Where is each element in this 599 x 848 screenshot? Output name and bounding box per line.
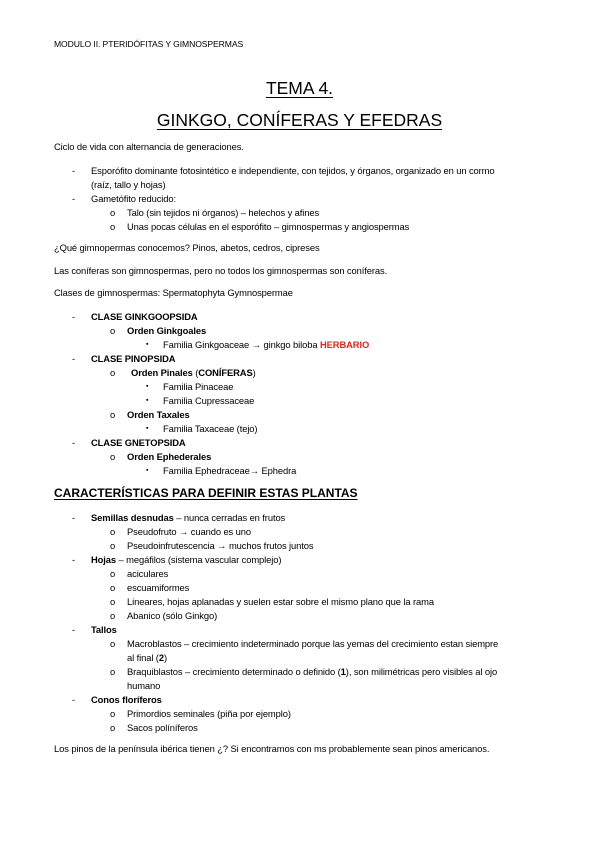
topic-title: GINKGO, CONÍFERAS Y EFEDRAS [156, 110, 443, 130]
order-ginkgoales: Orden Ginkgoales [127, 325, 207, 336]
circle-marker: o [110, 540, 116, 551]
circle-marker: o [110, 638, 116, 649]
cones-sub1: Primordios seminales (piña por ejemplo) [127, 708, 291, 719]
dash-marker: - [72, 165, 76, 176]
module-header: MODULO II. PTERIDÓFITAS Y GIMNOSPERMAS [54, 39, 244, 49]
order-ephederales: Orden Ephederales [127, 451, 212, 462]
feature-cones: Conos floríferos [91, 694, 162, 705]
dash-marker: - [72, 554, 76, 565]
square-marker: ▪ [146, 341, 149, 348]
stems-sub1-cont: al final (2) [127, 652, 167, 663]
square-marker: ▪ [146, 467, 149, 474]
circle-marker: o [110, 409, 116, 420]
class-gnetopsida: CLASE GNETOPSIDA [91, 437, 186, 448]
arrow-icon: → [178, 526, 189, 537]
question-text: ¿Qué gimnopermas conocemos? Pinos, abetos, cedros, cipreses [54, 242, 320, 253]
family-pinaceae: Familia Pinaceae [163, 381, 234, 392]
stems-sub2-cont: humano [127, 680, 161, 691]
stems-sub1: Macroblastos – crecimiento indeterminado porque las yemas del crecimiento estan siempre [127, 638, 499, 649]
classes-text: Clases de gimnospermas: Spermatophyta Gymnospermae [54, 287, 293, 298]
seeds-sub1: Pseudofruto → cuando es uno [127, 526, 251, 537]
feature-seeds: Semillas desnudas – nunca cerradas en frutos [91, 512, 286, 523]
feature-stems: Tallos [91, 624, 117, 635]
conifers-text: Las coníferas son gimnospermas, pero no todos los gimnospermas son coníferas. [54, 265, 388, 276]
family-ephedraceae: Familia Ephedraceae→ Ephedra [163, 465, 297, 476]
circle-marker: o [110, 610, 116, 621]
dash-marker: - [72, 437, 76, 448]
dash-marker: - [72, 694, 76, 705]
dash-marker: - [72, 311, 76, 322]
circle-marker: o [110, 367, 116, 378]
leaves-sub3: Lineares, hojas aplanadas y suelen estar sobre el mismo plano que la rama [127, 596, 434, 607]
feature-leaves: Hojas – megáfilos (sistema vascular complejo) [91, 554, 282, 565]
circle-marker: o [110, 582, 116, 593]
circle-marker: o [110, 568, 116, 579]
circle-marker: o [110, 451, 116, 462]
class-ginkgoopsida: CLASE GINKGOOPSIDA [91, 311, 198, 322]
stems-sub2: Braquiblastos – crecimiento determinado o definido (1), son milimétricas pero visibles al ojo [127, 666, 498, 677]
dash-marker: - [72, 512, 76, 523]
square-marker: ▪ [146, 383, 149, 390]
circle-marker: o [110, 596, 116, 607]
circle-marker: o [110, 722, 116, 733]
circle-marker: o [110, 325, 116, 336]
leaves-sub2: escuamiformes [127, 582, 190, 593]
arrow-icon: → [249, 465, 259, 476]
cones-sub2: Sacos políníferos [127, 722, 198, 733]
leaves-sub4: Abanico (sólo Ginkgo) [127, 610, 218, 621]
family-taxaceae: Familia Taxaceae (tejo) [163, 423, 258, 434]
square-marker: ▪ [146, 425, 149, 432]
herbario-tag: HERBARIO [319, 339, 370, 350]
circle-marker: o [110, 526, 116, 537]
order-taxales: Orden Taxales [127, 409, 190, 420]
arrow-icon: → [217, 540, 227, 551]
family-ginkgoaceae: Familia Ginkgoaceae → ginkgo biloba HERBARIO [163, 339, 370, 350]
arrow-icon: → [251, 339, 261, 350]
sporophyte-text: Esporófito dominante fotosintético e independiente, con tejidos, y órganos, organizado en un cormo [91, 165, 495, 176]
gametophyte-sub2: Unas pocas células en el esporófito – gimnospermas y angiospermas [127, 221, 410, 232]
seeds-sub2: Pseudoinfrutescencia → muchos frutos juntos [127, 540, 314, 551]
dash-marker: - [72, 193, 76, 204]
sporophyte-text-cont: (raíz, tallo y hojas) [91, 179, 166, 190]
closing-text: Los pinos de la península ibérica tienen ¿? Si encontramos con ms probablemente sean pinos americanos. [54, 743, 490, 754]
section-title: CARACTERÍSTICAS PARA DEFINIR ESTAS PLANTAS [54, 486, 358, 500]
gametophyte-sub1: Talo (sin tejidos ni órganos) – helechos y afines [127, 207, 320, 218]
dash-marker: - [72, 624, 76, 635]
circle-marker: o [110, 207, 116, 218]
square-marker: ▪ [146, 397, 149, 404]
family-cupressaceae: Familia Cupressaceae [163, 395, 255, 406]
class-pinopsida: CLASE PINOPSIDA [91, 353, 176, 364]
circle-marker: o [110, 221, 116, 232]
cycle-text: Ciclo de vida con alternancia de generaciones. [54, 141, 244, 152]
leaves-sub1: aciculares [127, 568, 169, 579]
circle-marker: o [110, 666, 116, 677]
order-pinales: Orden Pinales (CONÍFERAS) [131, 367, 256, 378]
gametophyte-text: Gametófito reducido: [91, 193, 177, 204]
dash-marker: - [72, 353, 76, 364]
circle-marker: o [110, 708, 116, 719]
topic-number: TEMA 4. [265, 78, 334, 98]
